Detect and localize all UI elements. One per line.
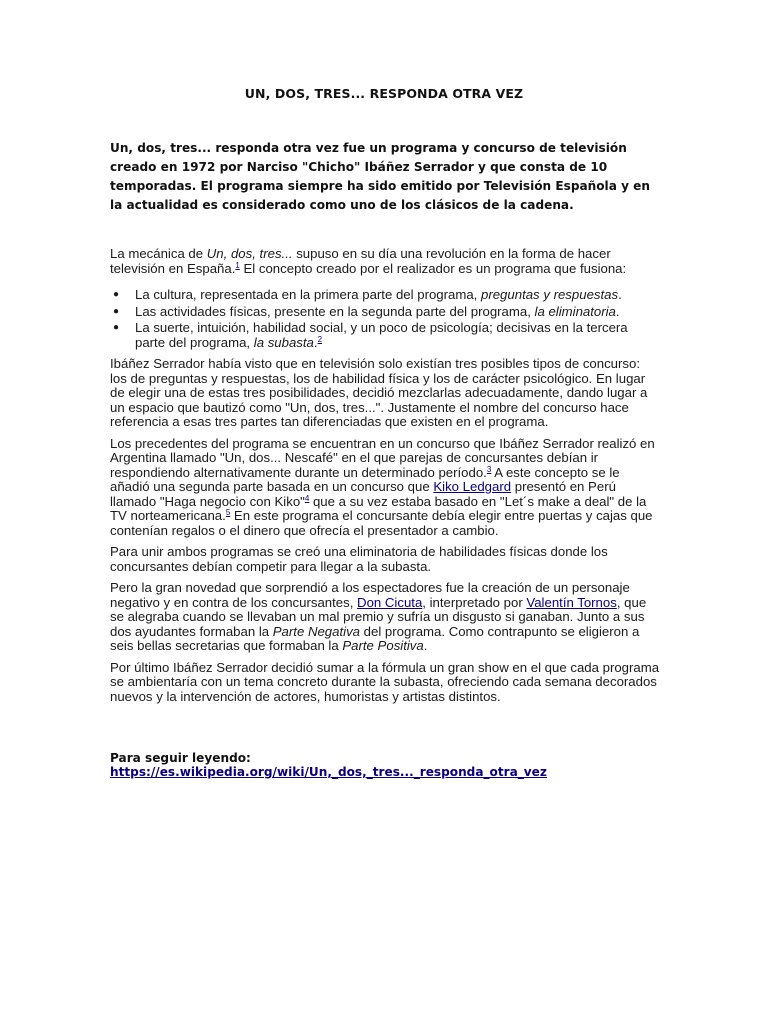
emphasis-text: Un, dos, tres... bbox=[206, 246, 293, 261]
text-span: Pero la gran novedad que sorprendió a los espectadores fue la creación de un personaje negativo y en contra de los concursantes, bbox=[110, 580, 630, 610]
intro-paragraph: Un, dos, tres... responda otra vez fue un programa y concurso de televisión creado en 1972 por Narciso "Chicho" Ibáñez Serrador y que consta de 10 temporadas. El programa siempre ha sido emitido por Televisión Española y en la actualidad es considerado como uno de los clásicos de la cadena. bbox=[110, 141, 650, 212]
link-valentin-tornos[interactable]: Valentín Tornos bbox=[526, 594, 617, 610]
paragraph-show: Por último Ibáñez Serrador decidió sumar a la fórmula un gran show en el que cada programa se ambientaría con un tema concreto durante la subasta, ofreciendo cada semana decorados nuevos y la intervención de actores, humoristas y artistas distintos. bbox=[110, 659, 660, 704]
bullet-icon: ● bbox=[113, 289, 120, 300]
wikipedia-link[interactable]: https://es.wikipedia.org/wiki/Un,_dos,_tres..._responda_otra_vez bbox=[110, 765, 547, 779]
document-title: UN, DOS, TRES... RESPONDA OTRA VEZ bbox=[244, 86, 524, 101]
emphasis-text: Parte Positiva bbox=[342, 638, 424, 653]
text-span: A este concepto se le añadió una segunda parte basada en un concurso que bbox=[110, 464, 620, 494]
list-item bbox=[110, 321, 660, 350]
paragraph-novelty bbox=[110, 581, 660, 654]
text-span: El concepto creado por el realizador es un programa que fusiona: bbox=[239, 260, 627, 276]
text-span: supuso en su día una revolución en la forma de hacer televisión en España. bbox=[110, 246, 611, 276]
text-span: . bbox=[313, 334, 318, 350]
footnote-ref[interactable]: 2 bbox=[317, 334, 323, 344]
footnote-ref[interactable]: 3 bbox=[486, 464, 492, 474]
read-more-label: Para seguir leyendo: bbox=[110, 751, 251, 765]
text-span: En este programa el concursante debía elegir entre puertas y cajas que contenían regalos o el dinero que ofrecía el presentador a cambio. bbox=[110, 508, 653, 538]
emphasis-text: preguntas y respuestas bbox=[481, 287, 619, 302]
footnote-ref[interactable]: 1 bbox=[235, 260, 240, 270]
list-item bbox=[110, 305, 660, 320]
text-span: La cultura, representada en la primera parte del programa, bbox=[135, 287, 481, 302]
emphasis-text: la eliminatoria bbox=[534, 303, 616, 319]
read-more-line bbox=[110, 751, 670, 779]
text-span: Los precedentes del programa se encuentran en un concurso que Ibáñez Serrador realizó en Argentina llamado "Un, dos... Nescafé" en el que parejas de concursantes debían ir respondiendo alternativamente durante un determinado período. bbox=[110, 435, 655, 480]
text-span: . bbox=[615, 303, 620, 319]
footnote-ref[interactable]: 4 bbox=[304, 493, 310, 503]
text-span: que a su vez estaba basado en "Let´s make a deal" de la TV norteamericana. bbox=[110, 493, 647, 523]
paragraph-concept: Ibáñez Serrador había visto que en televisión solo existían tres posibles tipos de concurso: los de preguntas y respuestas, los de habilidad física y los de carácter psicológico. En lugar de elegir una de estas tres posibilidades, decidió mezclarlas adecuadamente, dando lugar a un espacio que bautizó como "Un, dos, tres...". Justamente el nombre del concurso hace referencia a esas tres partes tan diferenciadas que existen en el programa. bbox=[110, 356, 648, 429]
footnote-ref[interactable]: 5 bbox=[225, 508, 231, 517]
paragraph-elimination: Para unir ambos programas se creó una eliminatoria de habilidades físicas donde los concursantes debían competir para llegar a la subasta. bbox=[110, 544, 608, 574]
text-span: , interpretado por bbox=[422, 594, 527, 610]
text-span: Las actividades físicas, presente en la segunda parte del programa, bbox=[135, 303, 535, 319]
list-item bbox=[110, 288, 660, 303]
article-body bbox=[110, 247, 660, 711]
bullet-icon: ● bbox=[113, 322, 120, 333]
emphasis-text: Parte Negativa bbox=[272, 623, 360, 639]
text-span: . bbox=[618, 287, 622, 302]
program-parts-list bbox=[110, 288, 660, 350]
text-span: del programa. Como contrapunto se eligieron a seis bellas secretarias que formaban la bbox=[110, 623, 640, 653]
text-span: La suerte, intuición, habilidad social, y un poco de psicología; decisivas en la tercera parte del programa, bbox=[135, 320, 628, 350]
paragraph-precedents bbox=[110, 437, 660, 539]
text-span: La mecánica de bbox=[110, 246, 207, 261]
link-don-cicuta[interactable]: Don Cicuta bbox=[357, 594, 423, 610]
text-span: presentó en Perú llamado "Haga negocio con Kiko" bbox=[110, 479, 616, 509]
emphasis-text: la subasta bbox=[253, 334, 314, 350]
text-span: . bbox=[423, 638, 428, 653]
bullet-icon: ● bbox=[113, 305, 120, 317]
text-span: , que se alegraba cuando se llevaban un mal premio y sufría un disgusto si ganaban. Junto a sus dos ayudantes formaban la bbox=[110, 594, 647, 639]
paragraph-mechanics bbox=[110, 247, 660, 276]
link-kiko-ledgard[interactable]: Kiko Ledgard bbox=[433, 479, 512, 494]
